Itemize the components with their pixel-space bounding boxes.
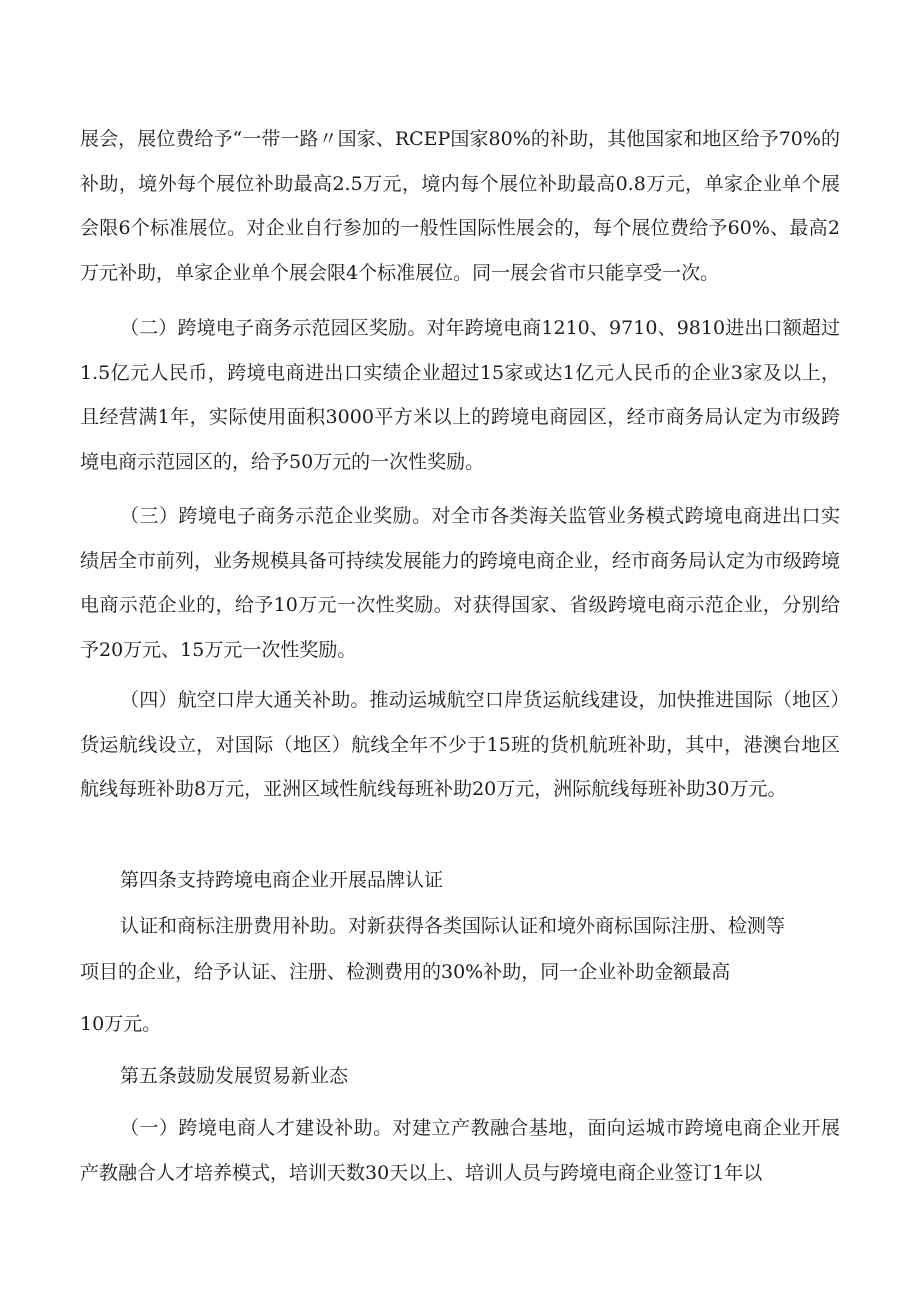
paragraph-ecommerce-enterprise-award: （三）跨境电子商务示范企业奖励。对全市各类海关监管业务模式跨境电商进出口实绩居全市前列，业务规模具备可持续发展能力的跨境电商企业，经市商务局认定为市级跨境电商示范企业的，给予10万元一次性奖励。对获得国家、省级跨境电商示范企业，分别给予20万元、15万元一次性奖励。 xyxy=(80,505,841,661)
paragraph-talent-subsidy: （一）跨境电商人才建设补助。对建立产教融合基地，面向运城市跨境电商企业开展产教融合人才培养模式，培训天数30天以上、培训人员与跨境电商企业签订1年以 xyxy=(80,1117,840,1184)
paragraph-air-port-subsidy: （四）航空口岸大通关补助。推动运城航空口岸货运航线建设，加快推进国际（地区）货运航线设立，对国际（地区）航线全年不少于15班的货机航班补助，其中，港澳台地区航线每班补助8万元，亚洲区域性航线每班补助20万元，洲际航线每班补助30万元。 xyxy=(80,689,840,800)
article-4-title: 第四条支持跨境电商企业开展品牌认证 xyxy=(120,869,444,891)
article-5-title: 第五条鼓励发展贸易新业态 xyxy=(120,1065,349,1087)
article-4-line-1: 认证和商标注册费用补助。对新获得各类国际认证和境外商标国际注册、检测等 xyxy=(120,915,786,937)
paragraph-ecommerce-park-award: （二）跨境电子商务示范园区奖励。对年跨境电商1210、9710、9810进出口额超过1.5亿元人民币，跨境电商进出口实绩企业超过15家或达1亿元人民币的企业3家及以上，且经营满1年，实际使用面积3000平方米以上的跨境电商园区，经市商务局认定为市级跨境电商示范园区的，给予50万元的一次性奖励。 xyxy=(80,317,840,473)
paragraph-exhibition-subsidy: 展会，展位费给予“一带一路〃国家、RCEP国家80%的补助，其他国家和地区给予70%的补助，境外每个展位补助最高2.5万元，境内每个展位补助最高0.8万元，单家企业单个展会限6个标准展位。对企业自行参加的一般性国际性展会的，每个展位费给予60%、最高2万元补助，单家企业单个展会限4个标准展位。同一展会省市只能享受一次。 xyxy=(80,128,840,284)
article-4-line-2: 项目的企业，给予认证、注册、检测费用的30%补助，同一企业补助金额最高 xyxy=(80,961,731,983)
article-4-line-3: 10万元。 xyxy=(80,1013,162,1035)
